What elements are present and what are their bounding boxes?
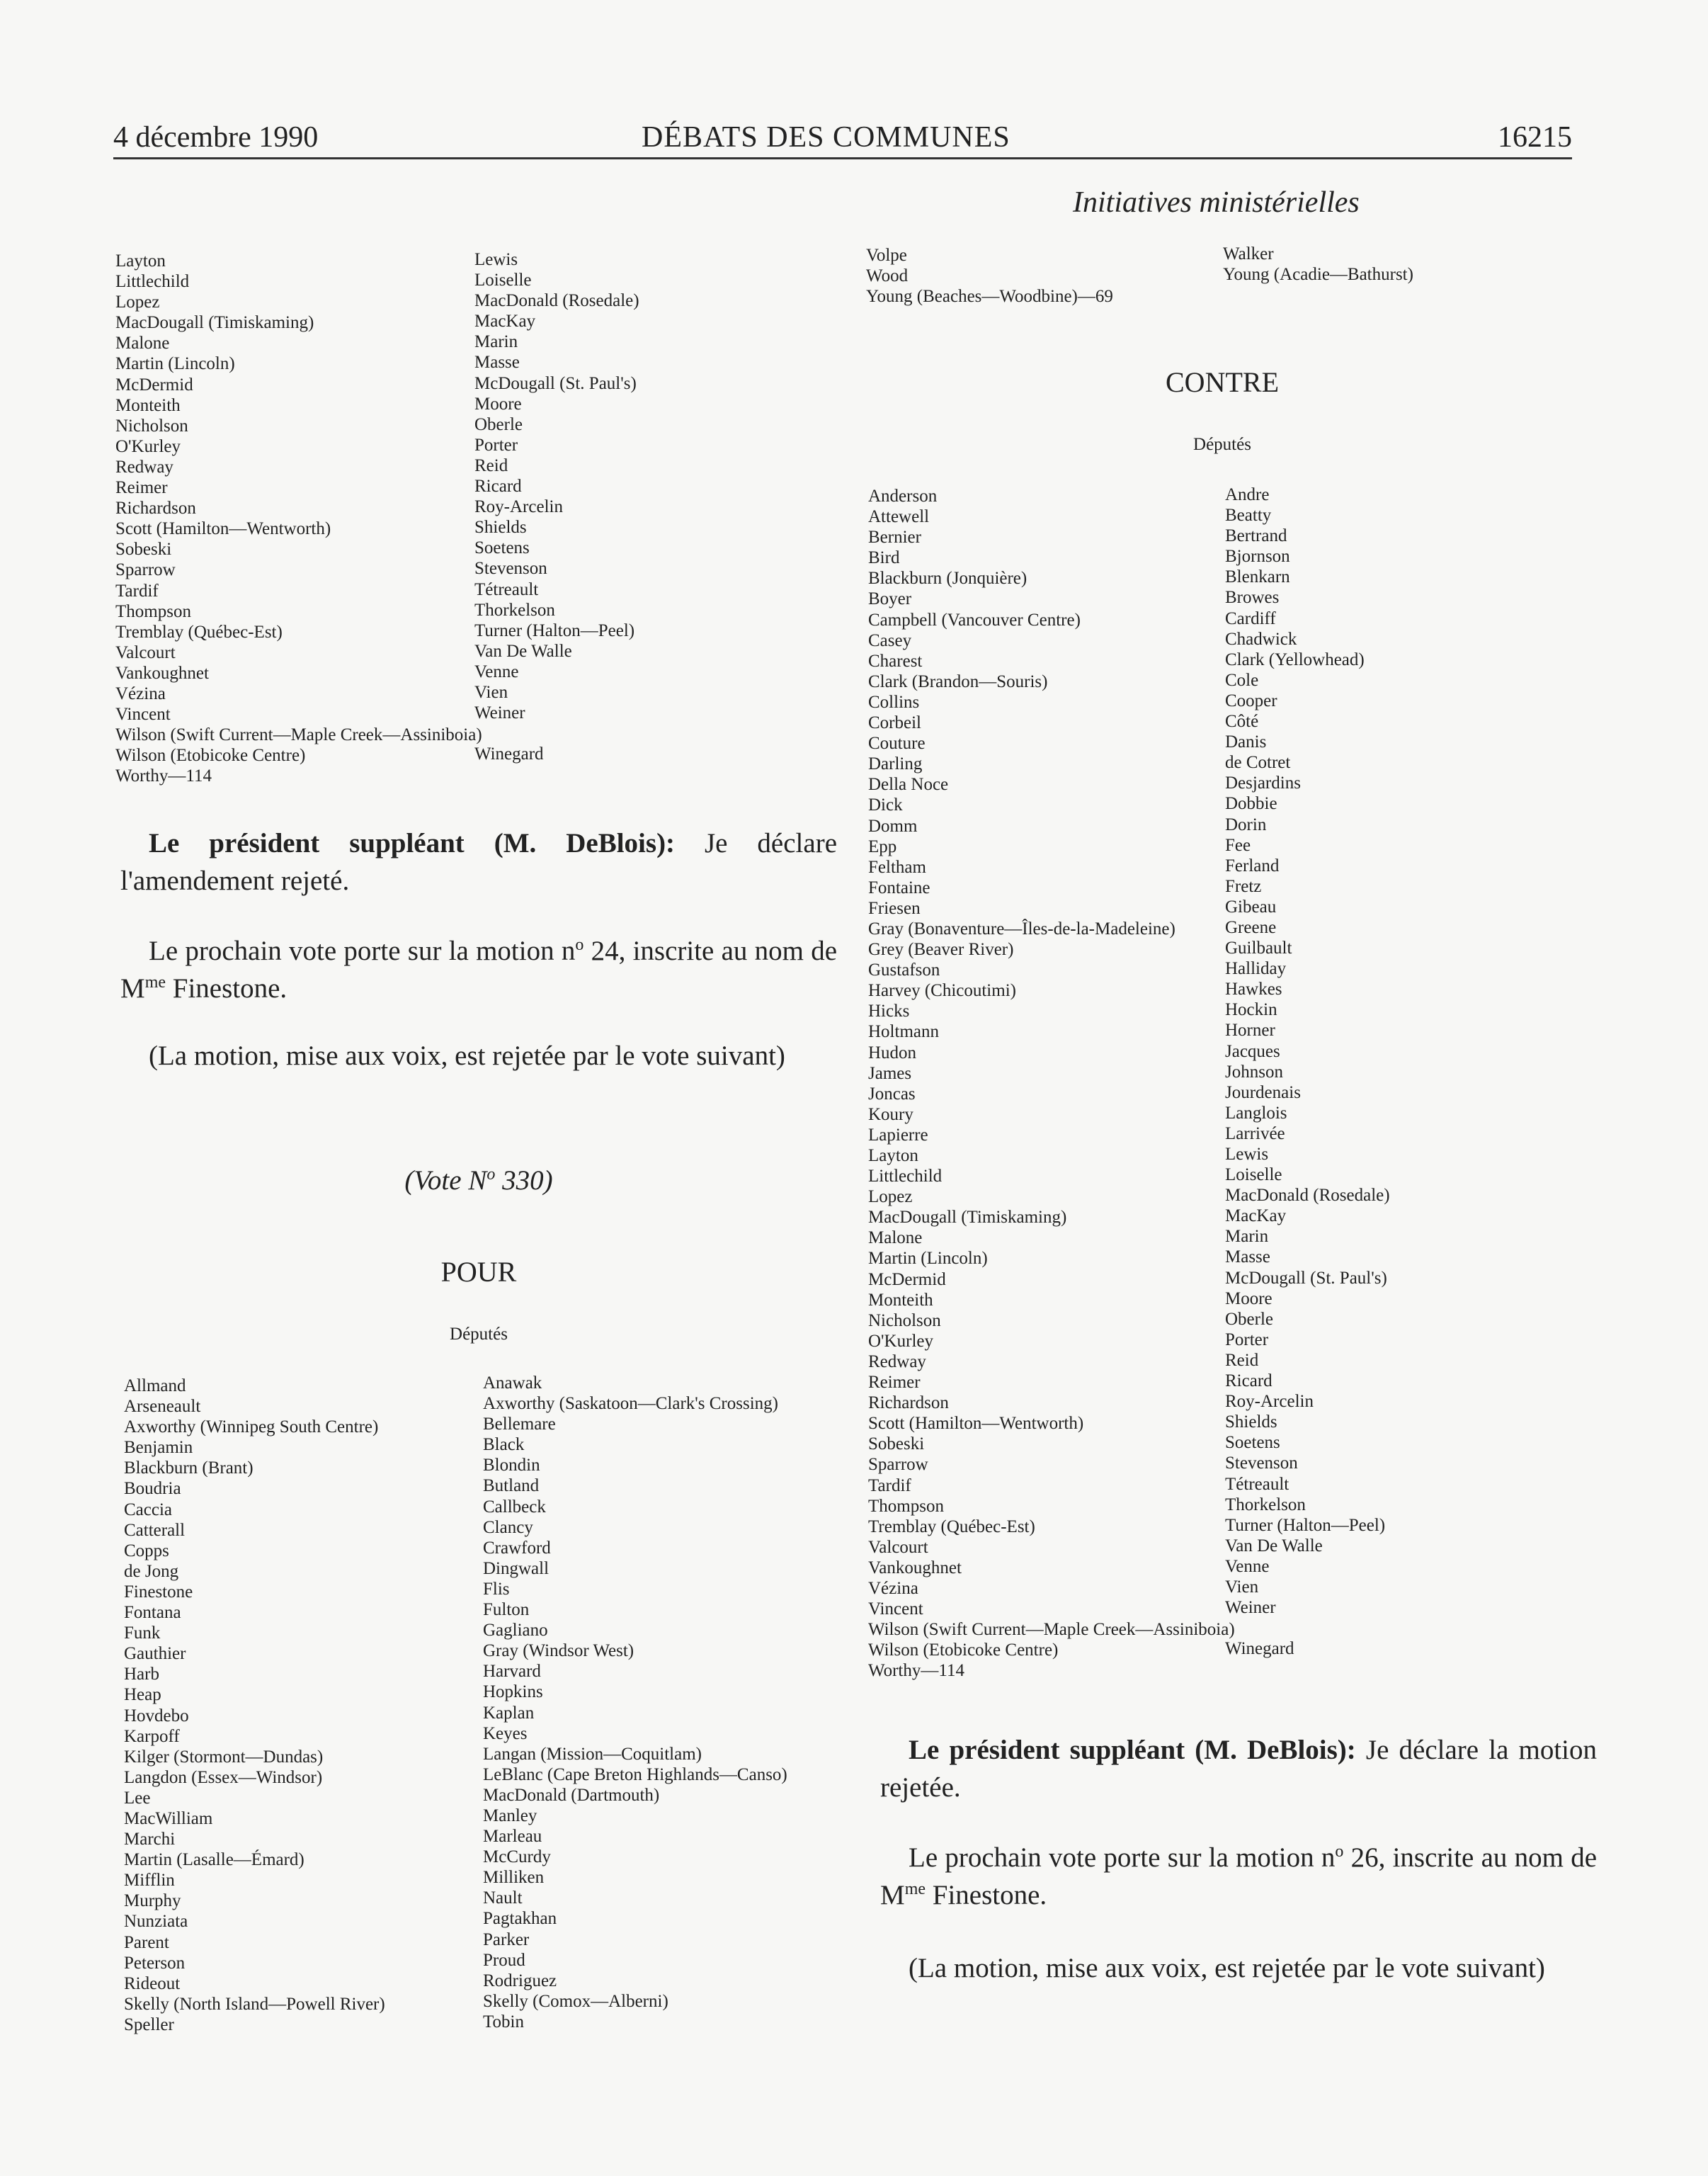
member-name: Chadwick (1225, 629, 1297, 649)
member-name: Hudon (868, 1043, 917, 1062)
member-name: Turner (Halton—Peel) (474, 620, 635, 640)
member-name: Holtmann (868, 1022, 939, 1042)
member-name: MacDougall (Timiskaming) (868, 1208, 1067, 1228)
member-name: Langlois (1225, 1103, 1287, 1123)
header-date: 4 décembre 1990 (113, 121, 319, 154)
member-name: Fulton (483, 1600, 530, 1620)
member-name: Wilson (Swift Current—Maple Creek—Assiniboia) (115, 725, 482, 745)
member-name: Young (Acadie—Bathurst) (1223, 265, 1413, 285)
member-name: Corbeil (868, 713, 921, 733)
member-name: Van De Walle (474, 641, 572, 661)
member-name: Blackburn (Jonquière) (868, 569, 1027, 589)
member-name: McCurdy (483, 1847, 551, 1867)
member-name: Worthy—114 (115, 766, 212, 786)
member-name: Bjornson (1225, 547, 1290, 567)
member-name: Kaplan (483, 1703, 535, 1723)
member-name: Soetens (1225, 1433, 1280, 1453)
member-name: Epp (868, 837, 897, 856)
member-name: Mifflin (124, 1871, 175, 1891)
member-name: MacDonald (Rosedale) (474, 291, 639, 311)
member-name: Della Noce (868, 775, 949, 795)
member-name: Boudria (124, 1479, 181, 1499)
contre-col2 (1225, 484, 1390, 1659)
member-name: Wilson (Etobicoke Centre) (868, 1640, 1059, 1660)
member-name: Venne (1225, 1556, 1270, 1576)
member-name: McDermid (868, 1269, 946, 1289)
member-name: Valcourt (868, 1537, 928, 1557)
member-name: Nicholson (868, 1310, 941, 1330)
member-name: Lopez (868, 1187, 913, 1207)
member-name: Langdon (Essex—Windsor) (124, 1767, 323, 1787)
member-name: Benjamin (124, 1438, 193, 1458)
member-name: Casey (868, 630, 912, 650)
member-name: Oberle (1225, 1309, 1274, 1329)
member-name: Bird (868, 548, 900, 568)
member-name: Clark (Brandon—Souris) (868, 672, 1048, 691)
member-name: Monteith (868, 1290, 933, 1310)
member-name: Anawak (483, 1373, 542, 1393)
member-name: Bertrand (1225, 526, 1287, 546)
member-name: Stevenson (474, 559, 547, 579)
contre-heading: CONTRE (1166, 366, 1279, 398)
member-name: Martin (Lincoln) (868, 1249, 988, 1269)
next-vote-paragraph-2 (880, 1839, 1597, 1914)
member-name: Thompson (868, 1496, 944, 1516)
member-name: Axworthy (Saskatoon—Clark's Crossing) (483, 1394, 778, 1414)
member-name: Winegard (1225, 1639, 1294, 1659)
member-name: Joncas (868, 1084, 916, 1104)
member-name: Thorkelson (1225, 1495, 1306, 1514)
member-name: Gagliano (483, 1621, 548, 1640)
member-name: Blackburn (Brant) (124, 1458, 254, 1478)
member-name: Moore (1225, 1288, 1273, 1308)
member-name: Tétreault (474, 579, 539, 599)
member-name: Lee (124, 1788, 151, 1808)
member-name: Fee (1225, 835, 1251, 855)
member-name: Cooper (1225, 691, 1277, 710)
member-name: Turner (Halton—Peel) (1225, 1515, 1386, 1535)
vote-number (120, 1162, 837, 1199)
member-name: Fontaine (868, 878, 930, 897)
member-name: Langan (Mission—Coquitlam) (483, 1744, 702, 1764)
member-name: Loiselle (474, 271, 532, 290)
member-name: Roy-Arcelin (474, 497, 563, 517)
para-text: 24, inscrite au nom de M (120, 936, 838, 1004)
member-name: Horner (1225, 1021, 1275, 1041)
member-name: Dingwall (483, 1558, 550, 1578)
superscript: o (486, 1165, 496, 1184)
member-name: Funk (124, 1624, 161, 1643)
member-name: Vankoughnet (868, 1558, 962, 1577)
member-name: Rideout (124, 1973, 181, 1993)
member-name: Milliken (483, 1868, 545, 1888)
member-name: Halliday (1225, 959, 1287, 979)
member-name: Sparrow (115, 560, 176, 580)
member-name: Speller (124, 2014, 174, 2034)
member-name: Hockin (1225, 1000, 1277, 1020)
member-name: Reimer (868, 1373, 921, 1393)
member-name: Malone (868, 1228, 923, 1248)
member-name: Thompson (115, 601, 191, 621)
member-name: Gibeau (1225, 897, 1277, 917)
deputes-heading-left: Députés (450, 1325, 508, 1344)
member-name: MacDonald (Dartmouth) (483, 1785, 660, 1805)
member-name: Desjardins (1225, 774, 1301, 793)
member-name: Hopkins (483, 1682, 543, 1702)
member-name: Anderson (868, 487, 938, 506)
para-text: Finestone. (172, 973, 287, 1004)
member-name: Danis (1225, 732, 1267, 752)
member-name: Pagtakhan (483, 1909, 557, 1929)
member-name: Johnson (1225, 1062, 1283, 1082)
member-name: Venne (474, 662, 519, 681)
member-name: Bellemare (483, 1415, 556, 1434)
superscript: o (575, 936, 584, 954)
member-name: Masse (1225, 1247, 1270, 1267)
member-name: Caccia (124, 1500, 173, 1519)
member-name: Clancy (483, 1517, 533, 1537)
member-name: Porter (1225, 1330, 1269, 1349)
member-name: Monteith (115, 395, 181, 415)
member-name: Allmand (124, 1376, 186, 1395)
member-name: Shields (474, 518, 527, 538)
member-name: Keyes (483, 1723, 528, 1743)
member-name: Redway (115, 457, 173, 477)
para-text: Finestone. (932, 1880, 1047, 1910)
member-name: Gustafson (868, 960, 940, 980)
member-name: Scott (Hamilton—Wentworth) (868, 1414, 1084, 1434)
member-name: Littlechild (868, 1167, 943, 1186)
member-name: Feltham (868, 857, 926, 877)
member-name: Masse (474, 353, 520, 373)
member-name: Parent (124, 1932, 169, 1952)
member-name: Marleau (483, 1827, 542, 1847)
member-name: Sparrow (868, 1455, 928, 1475)
speaker-name: Le président suppléant (M. DeBlois): (149, 828, 676, 858)
member-name: Layton (868, 1146, 918, 1165)
member-name: Vézina (115, 684, 166, 703)
member-name: Lopez (115, 293, 160, 312)
member-name: Wilson (Etobicoke Centre) (115, 746, 306, 766)
member-name: Kilger (Stormont—Dundas) (124, 1747, 324, 1767)
section-label: Initiatives ministérielles (1073, 186, 1360, 219)
para-text: Le prochain vote porte sur la motion n (909, 1842, 1336, 1873)
speaker-statement: Je déclare l'amendement rejeté. (120, 828, 837, 896)
member-name: Crawford (483, 1538, 551, 1558)
header-title: DÉBATS DES COMMUNES (642, 121, 1010, 154)
member-name: Scott (Hamilton—Wentworth) (115, 519, 331, 539)
member-name: Gray (Windsor West) (483, 1641, 634, 1661)
pour-end-col2 (1223, 244, 1413, 285)
member-name: Ricard (1225, 1371, 1273, 1391)
member-name: LeBlanc (Cape Breton Highlands—Canso) (483, 1764, 787, 1784)
member-name: Beatty (1225, 506, 1272, 526)
member-name: Greene (1225, 917, 1277, 937)
member-name: Ricard (474, 477, 522, 497)
member-name: Domm (868, 816, 918, 836)
pour-col2 (483, 1373, 787, 2032)
member-name: Martin (Lincoln) (115, 354, 235, 374)
member-name (474, 723, 639, 744)
member-name: Vien (474, 682, 508, 702)
contre-continued-col2 (474, 249, 639, 764)
member-name: Richardson (868, 1393, 949, 1413)
member-name: MacKay (1225, 1206, 1287, 1226)
member-name: Oberle (474, 414, 523, 434)
member-name: MacDonald (Rosedale) (1225, 1186, 1390, 1206)
member-name: Loiselle (1225, 1165, 1282, 1185)
speaker-paragraph-1 (120, 824, 837, 900)
member-name: Callbeck (483, 1497, 546, 1517)
member-name: Thorkelson (474, 600, 555, 620)
speaker-name: Le président suppléant (M. DeBlois): (909, 1735, 1356, 1765)
member-name: MacWilliam (124, 1808, 213, 1828)
motion-result-paragraph-1: (La motion, mise aux voix, est rejetée par le vote suivant) (149, 1041, 785, 1071)
member-name: McDougall (St. Paul's) (1225, 1268, 1387, 1288)
member-name: Black (483, 1435, 525, 1455)
member-name: Catterall (124, 1520, 186, 1540)
member-name: Jourdenais (1225, 1082, 1301, 1102)
member-name: Fretz (1225, 876, 1262, 896)
member-name: Axworthy (Winnipeg South Centre) (124, 1417, 379, 1437)
member-name: Couture (868, 734, 926, 754)
contre-col1 (868, 486, 1235, 1681)
member-name: MacKay (474, 312, 536, 332)
member-name: Weiner (1225, 1598, 1276, 1618)
member-name: Nault (483, 1888, 523, 1908)
member-name: Moore (474, 394, 522, 414)
speaker-paragraph-2 (880, 1731, 1597, 1806)
member-name: Gauthier (124, 1644, 186, 1664)
contre-continued-col1 (115, 251, 482, 786)
member-name: Cardiff (1225, 608, 1276, 628)
member-name: Wilson (Swift Current—Maple Creek—Assiniboia) (868, 1620, 1235, 1640)
member-name: Butland (483, 1476, 540, 1496)
member-name: Volpe (866, 246, 907, 265)
member-name: Jacques (1225, 1041, 1280, 1061)
deputes-heading-right: Députés (1193, 435, 1251, 454)
member-name: Boyer (868, 589, 912, 609)
member-name: Darling (868, 754, 923, 774)
member-name: Tardif (115, 581, 159, 601)
member-name: Guilbault (1225, 939, 1292, 958)
member-name: Wood (866, 266, 909, 286)
member-name: MacDougall (Timiskaming) (115, 313, 314, 333)
member-name: Richardson (115, 499, 196, 518)
member-name: Attewell (868, 507, 930, 527)
member-name: Vézina (868, 1578, 918, 1598)
member-name: Finestone (124, 1582, 193, 1602)
member-name: Harvard (483, 1662, 541, 1682)
para-text: Le prochain vote porte sur la motion n (149, 936, 576, 966)
member-name: Dorin (1225, 815, 1267, 834)
member-name: Murphy (124, 1891, 181, 1911)
member-name: Weiner (474, 703, 525, 723)
member-name: Reimer (115, 478, 168, 498)
member-name: Tardif (868, 1475, 911, 1495)
vote-label: (Vote N (404, 1165, 487, 1196)
member-name: Browes (1225, 588, 1280, 608)
member-name: Harb (124, 1665, 159, 1684)
member-name: Skelly (North Island—Powell River) (124, 1994, 385, 2014)
member-name: Blondin (483, 1456, 540, 1475)
member-name: Flis (483, 1579, 510, 1599)
member-name: Charest (868, 651, 923, 671)
member-name: Vincent (868, 1599, 923, 1619)
member-name: Dick (868, 795, 903, 815)
member-name: Tremblay (Québec-Est) (868, 1517, 1035, 1536)
para-text: 26, inscrite au nom de M (880, 1842, 1598, 1910)
member-name: Porter (474, 435, 518, 455)
member-name: Larrivée (1225, 1123, 1285, 1143)
member-name: Lapierre (868, 1125, 928, 1145)
superscript: o (1335, 1842, 1344, 1861)
member-name: O'Kurley (115, 436, 181, 456)
member-name: Collins (868, 692, 920, 712)
member-name: Vincent (115, 705, 171, 725)
member-name: Reid (474, 455, 508, 475)
member-name: Vien (1225, 1577, 1259, 1597)
vote-number-value: 330) (502, 1165, 553, 1196)
pour-col1 (124, 1376, 385, 2035)
member-name: Lewis (474, 250, 518, 269)
member-name: Lewis (1225, 1145, 1269, 1164)
member-name: Sobeski (868, 1434, 925, 1454)
header-page-number: 16215 (1498, 121, 1572, 154)
member-name: James (868, 1063, 912, 1083)
member-name: Malone (115, 334, 170, 353)
member-name: Roy-Arcelin (1225, 1392, 1314, 1412)
member-name: Grey (Beaver River) (868, 940, 1014, 960)
member-name: Campbell (Vancouver Centre) (868, 610, 1081, 630)
member-name: Stevenson (1225, 1454, 1298, 1473)
pour-end-col1 (866, 245, 1113, 307)
member-name: O'Kurley (868, 1331, 933, 1351)
member-name: Karpoff (124, 1726, 180, 1746)
member-name: McDermid (115, 375, 193, 395)
member-name: Andre (1225, 485, 1270, 504)
member-name: Tobin (483, 2012, 524, 2032)
member-name: Marin (1225, 1227, 1269, 1247)
member-name: Hicks (868, 1002, 910, 1021)
member-name: Skelly (Comox—Alberni) (483, 1991, 668, 2011)
member-name: Young (Beaches—Woodbine)—69 (866, 287, 1113, 307)
member-name: Côté (1225, 712, 1259, 732)
pour-heading: POUR (440, 1256, 517, 1288)
member-name: Worthy—114 (868, 1661, 964, 1681)
speaker-statement: Je déclare la motion rejetée. (880, 1735, 1598, 1803)
member-name: Gray (Bonaventure—Îles-de-la-Madeleine) (868, 919, 1175, 939)
member-name: Tétreault (1225, 1474, 1289, 1494)
member-name: Proud (483, 1950, 525, 1970)
member-name: Reid (1225, 1350, 1259, 1370)
member-name: Cole (1225, 670, 1259, 690)
member-name: Peterson (124, 1953, 186, 1973)
next-vote-paragraph-1 (120, 932, 837, 1007)
member-name: Winegard (474, 744, 544, 764)
member-name: Bernier (868, 528, 921, 548)
page-header (113, 118, 1572, 159)
member-name: McDougall (St. Paul's) (474, 373, 637, 393)
member-name: Blenkarn (1225, 567, 1290, 587)
member-name: Harvey (Chicoutimi) (868, 981, 1016, 1001)
member-name: Vankoughnet (115, 663, 209, 683)
member-name (1225, 1618, 1390, 1638)
member-name: Clark (Yellowhead) (1225, 650, 1365, 669)
member-name: Littlechild (115, 272, 190, 292)
member-name: Dobbie (1225, 794, 1277, 814)
member-name: Friesen (868, 898, 921, 918)
member-name: Copps (124, 1541, 169, 1560)
member-name: Hawkes (1225, 980, 1282, 999)
member-name: Arseneault (124, 1397, 201, 1417)
member-name: Fontana (124, 1603, 181, 1623)
member-name: Heap (124, 1685, 161, 1705)
member-name: Marchi (124, 1830, 176, 1849)
member-name: Van De Walle (1225, 1536, 1323, 1556)
superscript: me (904, 1880, 926, 1898)
member-name: Marin (474, 332, 518, 352)
member-name: Rodriguez (483, 1971, 557, 1990)
member-name: Walker (1223, 244, 1274, 264)
member-name: Valcourt (115, 642, 176, 662)
motion-result-paragraph-2: (La motion, mise aux voix, est rejetée par le vote suivant) (909, 1953, 1545, 1983)
member-name: Layton (115, 251, 166, 271)
member-name: Nunziata (124, 1912, 188, 1932)
member-name: Shields (1225, 1412, 1277, 1432)
member-name: Nicholson (115, 416, 188, 436)
member-name: Sobeski (115, 540, 172, 560)
member-name: Soetens (474, 538, 530, 558)
member-name: Martin (Lasalle—Émard) (124, 1850, 304, 1870)
member-name: Redway (868, 1352, 926, 1371)
superscript: me (144, 973, 166, 992)
member-name: Hovdebo (124, 1706, 189, 1726)
member-name: Ferland (1225, 856, 1280, 876)
member-name: de Jong (124, 1561, 179, 1581)
member-name: Manley (483, 1806, 537, 1825)
member-name: Koury (868, 1104, 913, 1124)
member-name: de Cotret (1225, 753, 1291, 773)
member-name: Parker (483, 1930, 530, 1949)
member-name: Tremblay (Québec-Est) (115, 622, 283, 642)
